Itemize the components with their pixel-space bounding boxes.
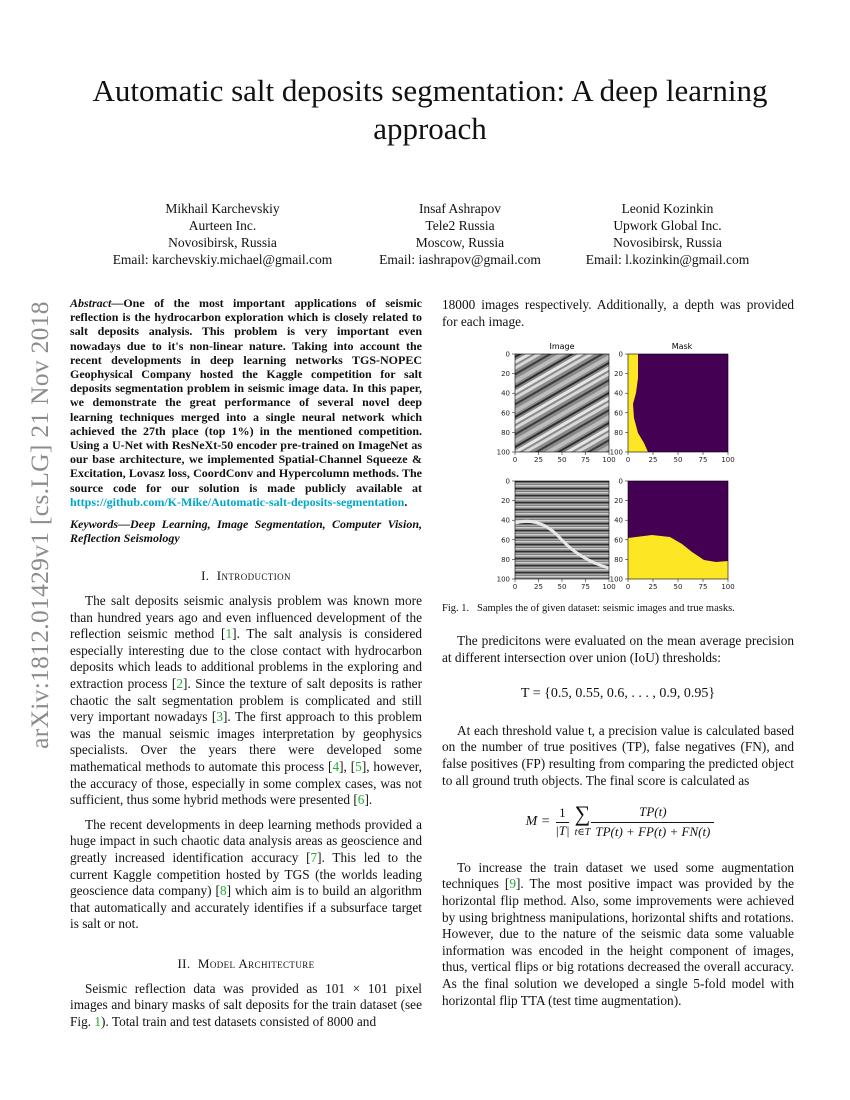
evaluation-paragraph: The predicitons were evaluated on the mean average precision at different intersection over union (IoU) thresholds:: [442, 633, 794, 665]
x-tick-label: 75: [698, 456, 708, 464]
abstract-text: —One of the most important applications of seismic reflection is the hydrocarbon exploration which is closely related to salt deposits analysis. This problem is very important even nowadays due to it's non-linear nature. Taking into account the recent developments in deep learning networks TGS-NOPEC Geophysical Company hosted the Kaggle competition for salt deposits segmentation problem in seismic image data. In this paper, we demonstrate the great performance of several novel deep learning techniques merged into a single neural network which achieved the 27th place (top 1%) in the mentioned competition. Using a U-Net with ResNeXt-50 encoder pre-trained on ImageNet as our base architecture, we implemented Spatial-Channel Squeeze & Excitation, Lovasz loss, CoordConv and Hypercolumn methods. The source code for our solution is made publicly available at: [70, 296, 422, 495]
y-tick-label: 20: [501, 497, 510, 506]
y-tick-label: 0: [505, 477, 510, 486]
author-location: Novosibirsk, Russia: [613, 235, 722, 250]
x-tick-label: 100: [721, 583, 735, 591]
panel-title: Mask: [671, 342, 693, 351]
y-tick-label: 60: [614, 536, 623, 545]
keywords-text: —Deep Learning, Image Segmentation, Computer Vision, Reflection Seismology: [70, 517, 422, 546]
figure-caption: [442, 603, 794, 614]
panel-image-2: [515, 481, 609, 579]
keywords-label: Keywords: [70, 517, 118, 532]
citation-link[interactable]: 8: [219, 883, 227, 899]
y-tick-label: 40: [501, 389, 510, 398]
equation-thresholds: T = {0.5, 0.55, 0.6, . . . , 0.9, 0.95}: [520, 686, 716, 702]
panel-title: Image: [549, 342, 575, 351]
x-tick-label: 75: [698, 583, 708, 591]
citation-link[interactable]: 7: [310, 849, 318, 865]
y-tick-label: 100: [496, 448, 510, 457]
x-tick-label: 50: [673, 456, 683, 464]
intro-paragraph-2: The recent developments in deep learning methods provided a huge impact in such chaotic data analysis areas as geoscience and greatly increased identification accuracy [7]. This led to the current Kaggle competition hosted by TGS (the worlds leading geoscience data company) [8] which aim is to build an algorithm that automatically and accurately identifies if a subsurface target is salt or not.: [70, 816, 422, 932]
panel-mask-2: [628, 481, 728, 579]
author-name: Mikhail Karchevskiy: [165, 201, 280, 216]
author-email: Email: iashrapov@gmail.com: [379, 252, 541, 267]
citation-link[interactable]: 5: [355, 758, 362, 774]
citation-link[interactable]: 2: [176, 676, 184, 692]
right-column-lower: [442, 633, 794, 1009]
augmentation-paragraph: To increase the train dataset we used some augmentation techniques [9]. The most positive impact was provided by the horizontal flip method. Also, some improvements were achieved by using brightness manipulations, horizontal shifts and rotations. However, due to the nature of the seismic data some valuable information was encoded in the height component of images, thus, vertical flips or big rotations decreased the overall accuracy. As the final solution we developed a single 5-fold model with horizontal flip TTA (test time augmentation).: [442, 859, 794, 1008]
x-tick-label: 25: [534, 583, 543, 591]
y-tick-label: 40: [614, 516, 623, 525]
x-tick-label: 50: [673, 583, 683, 591]
figure-link[interactable]: 1: [94, 1013, 102, 1029]
right-column: [442, 297, 794, 330]
paper-title: Automatic salt deposits segmentation: A deep learning approach: [92, 73, 768, 146]
y-tick-label: 20: [614, 370, 623, 379]
y-tick-label: 60: [501, 536, 510, 545]
source-code-link[interactable]: https://github.com/K-Mike/Automatic-salt-deposits-segmentation: [70, 494, 405, 509]
x-tick-label: 100: [602, 456, 616, 464]
author-name: Insaf Ashrapov: [418, 201, 502, 216]
author-block-2: [360, 200, 560, 268]
citation-link[interactable]: 9: [509, 876, 516, 892]
section-number: I.: [201, 568, 210, 584]
figure-caption-label: Fig. 1.: [442, 603, 470, 614]
left-column: [70, 296, 422, 1030]
citation-link[interactable]: 4: [332, 758, 340, 774]
y-tick-label: 80: [614, 555, 623, 564]
y-tick-label: 40: [501, 516, 510, 525]
x-tick-label: 75: [581, 583, 590, 591]
section-heading-model-architecture: [70, 956, 422, 973]
figure-caption-text: Samples the of given dataset: seismic images and true masks.: [477, 603, 735, 614]
author-email: Email: l.kozinkin@gmail.com: [585, 252, 750, 267]
continued-paragraph: 18000 images respectively. Additionally, a depth was provided for each image.: [442, 297, 794, 329]
figure-1: [460, 338, 790, 596]
model-paragraph-1: Seismic reflection data was provided as 101 × 101 pixel images and binary masks of salt deposits for the train dataset (see Fig. 1). Total train and test datasets consisted of 8000 and: [70, 980, 422, 1029]
citation-link[interactable]: 1: [225, 626, 233, 642]
equation-score: [442, 803, 794, 842]
author-email: Email: karchevskiy.michael@gmail.com: [112, 252, 333, 267]
panel-mask-1: [628, 342, 728, 452]
y-tick-label: 60: [501, 409, 510, 418]
author-location: Novosibirsk, Russia: [168, 235, 277, 250]
author-location: Moscow, Russia: [415, 235, 505, 250]
x-tick-label: 25: [648, 456, 658, 464]
panel-image-1: [515, 342, 609, 452]
x-tick-label: 0: [625, 583, 631, 591]
y-tick-label: 0: [618, 477, 623, 486]
y-tick-label: 20: [614, 497, 623, 506]
eq-summation: ∑ t∈T: [574, 801, 591, 839]
y-tick-label: 100: [496, 575, 510, 584]
y-tick-label: 100: [609, 448, 623, 457]
x-tick-label: 75: [581, 456, 590, 464]
author-affiliation: Upwork Global Inc.: [613, 218, 722, 233]
x-tick-label: 0: [512, 583, 518, 591]
keywords: [70, 517, 422, 545]
section-title: Model Architecture: [197, 955, 315, 971]
author-block-1: [100, 200, 345, 268]
y-tick-label: 0: [505, 350, 510, 359]
x-tick-label: 25: [534, 456, 543, 464]
section-heading-introduction: [70, 568, 422, 585]
eq-lhs: M =: [525, 814, 551, 830]
x-tick-label: 50: [557, 456, 567, 464]
y-tick-label: 0: [618, 350, 623, 359]
x-tick-label: 0: [512, 456, 518, 464]
abstract-label: Abstract: [70, 296, 112, 310]
citation-link[interactable]: 6: [357, 792, 365, 808]
x-tick-label: 100: [721, 456, 735, 464]
author-affiliation: Aurteen Inc.: [188, 218, 257, 233]
y-tick-label: 80: [501, 555, 510, 564]
y-tick-label: 80: [501, 428, 510, 437]
x-tick-label: 100: [602, 583, 616, 591]
mask-background: [628, 354, 728, 452]
seismic-image: [515, 354, 609, 452]
y-tick-label: 60: [614, 409, 623, 418]
eq-fraction-2: TP(t) TP(t) + FP(t) + FN(t): [595, 804, 710, 840]
author-name: Leonid Kozinkin: [621, 201, 714, 216]
citation-link[interactable]: 3: [216, 709, 223, 725]
y-tick-label: 20: [501, 370, 510, 379]
y-tick-label: 80: [614, 428, 623, 437]
y-tick-label: 40: [614, 389, 623, 398]
author-block-3: [575, 200, 760, 268]
y-tick-label: 100: [609, 575, 623, 584]
intro-paragraph-1: The salt deposits seismic analysis problem was known more than hundred years ago and even influenced development of the reflection seismic method [1]. The salt analysis is considered especially interesting due to the close contact with hydrocarbon deposits which leads to additional problems in the exploring and extraction process [2]. Since the texture of salt deposits is rather chaotic the salt segmentation problem is complicated and still very important nowadays [3]. The first approach to this problem was the manual seismic images interpretation by geophysics specialists. Over the years there were developed some mathematical methods to automate this process [4], [5], however, the accuracy of those, especially in some complex cases, was not sufficient, thus some hybrid methods were presented [6].: [70, 593, 422, 808]
abstract: [70, 296, 422, 509]
abstract-end: .: [404, 494, 408, 509]
eq-fraction-1: $\frac{1}{|T|}$: [555, 805, 570, 838]
arxiv-identifier: arXiv:1812.01429v1 [cs.LG] 21 Nov 2018: [25, 301, 54, 749]
section-title: Introduction: [216, 568, 291, 584]
x-tick-label: 25: [648, 583, 658, 591]
author-affiliation: Tele2 Russia: [425, 218, 495, 233]
x-tick-label: 50: [557, 583, 567, 591]
section-number: II.: [177, 955, 191, 971]
x-tick-label: 0: [625, 456, 631, 464]
precision-paragraph: At each threshold value t, a precision value is calculated based on the number of true positives (TP), false negatives (FN), and false positives (FP) resulting from comparing the predicted object to all ground truth objects. The final score is calculated as: [442, 722, 794, 788]
